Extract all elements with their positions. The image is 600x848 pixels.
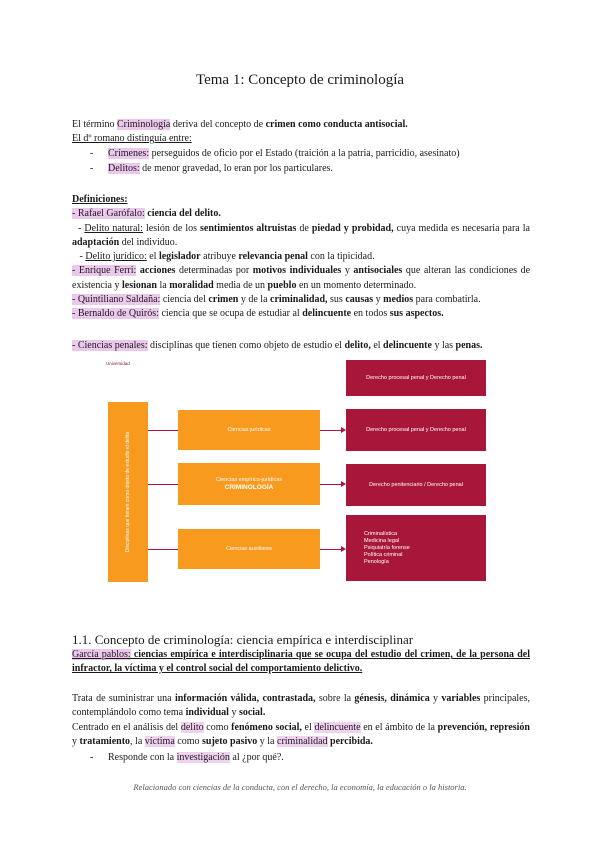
definitions-block: Definiciones: - Rafael Garófalo: ciencia del delito. - Delito natural: lesión de los sentimientos altruistas de piedad y probidad, cuya medida es necesaria para la adaptación del individuo. - Delito jurídico: el legislador atribuye relevancia penal con la tipicidad. - Enrique Ferri: acciones determinadas por motivos individuales y antisociales que alteran las condiciones de existencia y lesionan la moralidad media de un pueblo en un momento determinado. - Quintiliano Saldaña: ciencia del crimen y de la criminalidad, sus causas y medios para combatirla. - Bernaldo de Quirós: ciencia que se ocupa de estudiar al delincuente en todos sus aspectos.	[72, 194, 531, 320]
ciencias-penales: - Ciencias penales: disciplinas que tienen como objeto de estudio el delito, el delincuente y las penas.	[72, 340, 483, 351]
garcia-pablos: García pablos: ciencias empírica e interdisciplinaria que se ocupa del estudio del crimen, de la persona del infractor, la víctima y el control social del comportamiento delictivo.	[72, 649, 530, 675]
diagram-vertical-bar: Disciplinas que tienen como objeto de estudio el delito	[108, 402, 148, 582]
connector	[148, 549, 178, 550]
paragraph-trata: Trata de suministrar una información válida, contrastada, sobre la génesis, dinámica y variables principales, contemplándolo como tema individual y social. Centrado en el análisis del delito como fenómeno social, el delincuente en el ámbito de la prevención, represión y tratamiento, la víctima como sujeto pasivo y la criminalidad percibida.	[72, 693, 531, 747]
bullet-crimenes: - Crímenes: perseguidos de oficio por el Estado (traición a la patria, parricidio, asesinato)	[90, 148, 460, 159]
section-heading: 1.1. Concepto de criminología: ciencia empírica e interdisciplinar	[72, 632, 414, 647]
diagram-red-2: Derecho penitenciario / Derecho penal	[346, 464, 486, 506]
diagram-red-top: Derecho procesal penal y Derecho penal	[346, 360, 486, 396]
page-title: Tema 1: Concepto de criminología	[195, 72, 405, 88]
term-criminologia: Criminología	[117, 119, 171, 130]
connector	[320, 549, 342, 550]
diagram-red-1: Derecho procesal penal y Derecho penal	[346, 409, 486, 451]
connector	[148, 430, 178, 431]
intro-romano: El dº romano distinguía entre:	[72, 133, 192, 145]
diagram-orange-juridicas: Ciencias jurídicas	[178, 410, 320, 450]
university-logo: Universidad	[106, 361, 130, 366]
intro-paragraph: El término Criminología deriva del concepto de crimen como conducta antisocial. El dº romano distinguía entre:	[72, 119, 408, 145]
connector	[148, 484, 178, 485]
footer-note: Relacionado con ciencias de la conducta, con el derecho, la economía, la educación o la historia.	[133, 782, 467, 792]
definitions-heading: Definiciones:	[72, 194, 128, 205]
diagram-orange-criminologia: Ciencias empírico-jurídicas CRIMINOLOGÍA	[178, 463, 320, 505]
connector	[320, 484, 342, 485]
diagram-red-list: Criminalística Medicina legal Psiquiatría forense Política criminal Penología	[346, 515, 486, 581]
bullet-investigacion: - Responde con la investigación al ¿por qué?.	[90, 752, 284, 763]
bullet-delitos: - Delitos: de menor gravedad, lo eran por los particulares.	[90, 163, 333, 174]
diagram-orange-auxiliares: Ciencias auxiliares	[178, 529, 320, 569]
connector	[320, 430, 342, 431]
